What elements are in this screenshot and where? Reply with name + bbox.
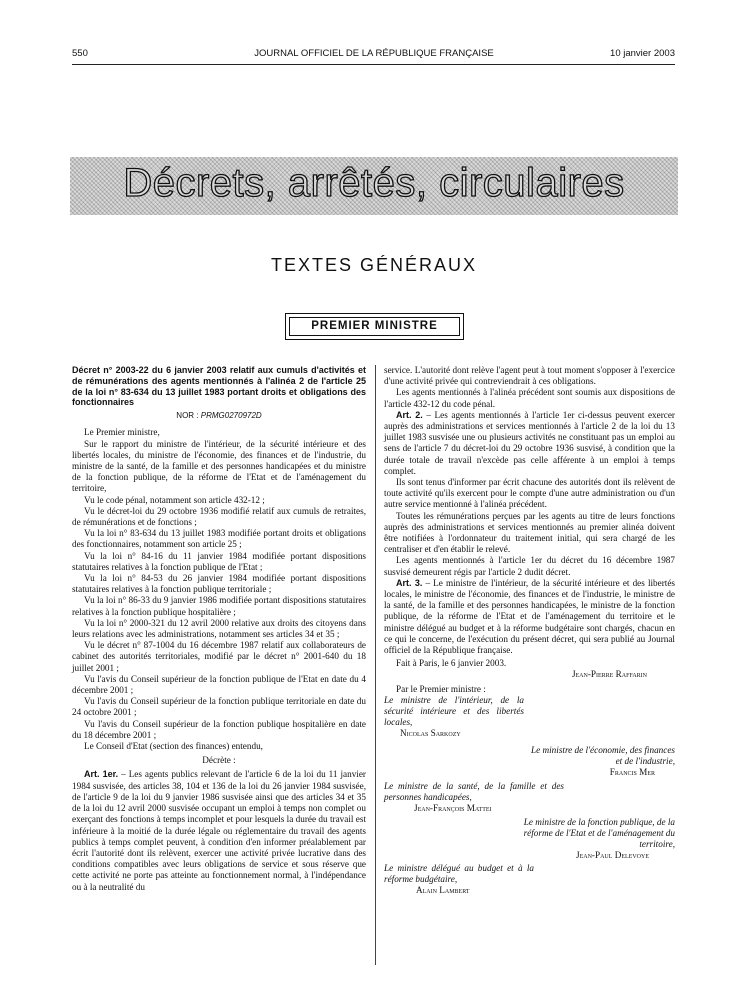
article-3 (384, 578, 675, 656)
signature-interior (384, 695, 524, 739)
signature-health-title: Le ministre de la santé, de la famille et des personnes handicapées, (384, 781, 564, 803)
signature-economy-title: Le ministre de l'économie, des finances et de l'industrie, (531, 745, 675, 767)
page-number: 550 (72, 48, 88, 59)
article-2 (384, 410, 675, 477)
preamble-paragraph: Vu le code pénal, notamment son article 432-12 ; (84, 494, 265, 505)
header-rule (72, 64, 675, 65)
preamble-paragraph: Vu la loi n° 84-16 du 11 janvier 1984 modifiée portant dispositions statutaires relatives à la fonction publique de l'Etat ; (72, 550, 366, 572)
preamble-paragraph: Vu la loi n° 86-33 du 9 janvier 1986 modifiée portant dispositions statutaires relatives à la fonction publique hospitalière ; (72, 595, 366, 617)
signature-budget-title: Le ministre délégué au budget et à la réforme budgétaire, (384, 863, 534, 885)
preamble-paragraph: Vu le décret n° 87-1004 du 16 décembre 1987 relatif aux collaborateurs de cabinet des autorités territoriales, modifié par le décret n° 2001-640 du 18 juillet 2001 ; (72, 640, 366, 673)
signature-economy (529, 745, 675, 778)
nor-reference (72, 410, 366, 421)
article-1 (72, 769, 366, 892)
preamble-paragraph: Vu la loi n° 84-53 du 26 janvier 1984 modifiée portant dispositions statutaires relatives à la fonction publique territoriale ; (72, 573, 366, 595)
journal-title: JOURNAL OFFICIEL DE LA RÉPUBLIQUE FRANÇAISE (254, 48, 494, 59)
preamble-paragraph: Sur le rapport du ministre de l'intérieur, de la sécurité intérieure et des libertés locales, du ministre de l'économie, des finances et de l'industrie, du ministre de la santé, de la famille et des personnes handicapées et du ministre de la fonction publique, de la réforme de l'Etat et de l'aménagement du territoire, (72, 438, 366, 494)
ministry-box (285, 313, 464, 340)
left-column (72, 365, 366, 893)
preamble-paragraph: Vu l'avis du Conseil supérieur de la fonction publique territoriale en date du 24 octobre 2001 ; (72, 696, 366, 718)
pm-signature-name: Jean-Pierre Raffarin (571, 669, 647, 680)
nor-label: NOR : (176, 411, 199, 421)
body-paragraph: Ils sont tenus d'informer par écrit chacune des autorités dont ils relèvent de toute activité qu'ils exercent pour le compte d'une autre administration ou d'un autre service mentionné à l'alinéa précédent. (384, 477, 675, 510)
pm-by-line: Par le Premier ministre : (396, 684, 486, 695)
signature-interior-name: Nicolas Sarkozy (400, 728, 461, 739)
section-banner (70, 157, 678, 215)
preamble (72, 427, 366, 752)
preamble-paragraph: Le Conseil d'Etat (section des finances) entendu, (84, 741, 263, 752)
section-title: TEXTES GÉNÉRAUX (270, 255, 478, 275)
signature-public-service (502, 817, 675, 861)
column-divider (375, 365, 376, 965)
preamble-paragraph: Vu la loi n° 2000-321 du 12 avril 2000 relative aux droits des citoyens dans leurs relations avec les administrations, notamment ses articles 34 et 35 ; (72, 617, 366, 640)
body-paragraph: Toutes les rémunérations perçues par les agents au titre de leurs fonctions auprès des administrations et services mentionnés au premier alinéa doivent être notifiées à l'ordonnateur du traitement initial, qui sera chargé de les centraliser et d'en établir le relevé. (384, 510, 675, 555)
signature-health (384, 781, 564, 814)
preamble-paragraph: Vu la loi n° 83-634 du 13 juillet 1983 modifiée portant droits et obligations des fonctionnaires, notamment son article 25 ; (72, 528, 366, 550)
preamble-paragraph: Vu l'avis du Conseil supérieur de la fonction publique hospitalière en date du 18 décembre 2001 ; (72, 718, 366, 740)
issue-date: 10 janvier 2003 (610, 48, 675, 59)
body-paragraph: Les agents mentionnés à l'alinéa précédent sont soumis aux dispositions de l'article 432-12 du code pénal. (384, 387, 675, 409)
article-1-label: Art. 1er. (84, 769, 119, 780)
signature-budget-name: Alain Lambert (416, 885, 470, 896)
nor-code: PRMG0270972D (200, 411, 262, 421)
signature-public-title: Le ministre de la fonction publique, de la réforme de l'Etat et de l'aménagement du territoire, (523, 817, 675, 850)
signature-budget (384, 863, 534, 896)
signature-economy-name: Francis Mer (609, 767, 655, 778)
article-2-label: Art. 2. (396, 409, 423, 420)
article-1-text: – Les agents publics relevant de l'article 6 de la loi du 11 janvier 1984 susvisée, des articles 38, 104 et 136 de la loi du 26 janvier 1984 susvisée, de l'article 9 de la loi du 9 janvier 1986 susvisée ainsi que des articles 34 et 35 de la loi du 12 avril 2000 susvisée occupant un emploi à temps non complet ou exerçant des fonctions à temps incomplet et pour lesquels la durée du travail est inférieure à la moitié de la durée légale ou réglementaire du travail des agents publics à temps complet peuvent, à condition d'en informer préalablement par écrit l'autorité dont ils relèvent, exercer une activité privée lucrative dans des conditions compatibles avec leurs obligations de service et sous réserve que cette activité ne porte pas atteinte au fonctionnement normal, à l'indépendance ou à la neutralité du (72, 769, 366, 892)
signature-interior-title: Le ministre de l'intérieur, de la sécurité intérieure et des libertés locales, (384, 695, 524, 728)
ministry-label: PREMIER MINISTRE (289, 317, 460, 336)
signed-place-date: Fait à Paris, le 6 janvier 2003. (396, 658, 507, 669)
article-3-text: – Le ministre de l'intérieur, de la sécurité intérieure et des libertés locales, le ministre de l'économie, des finances et de l'industrie, le ministre de la santé, de la famille et des personnes handicapées, le ministre de la fonction publique, de la réforme de l'Etat et de l'aménagement du territoire et le ministre délégué au budget et à la réforme budgétaire sont chargés, chacun en ce qui le concerne, de l'exécution du présent décret, qui sera publié au Journal officiel de la République française. (384, 577, 675, 656)
preamble-paragraph: Vu l'avis du Conseil supérieur de la fonction publique de l'Etat en date du 4 décembre 2001 ; (72, 673, 366, 696)
right-column (384, 365, 675, 896)
body-paragraph: Les agents mentionnés à l'article 1er du décret du 16 décembre 1987 susvisé demeurent régis par l'article 2 dudit décret. (384, 555, 675, 577)
decrete-heading: Décrète : (202, 755, 236, 766)
article-1-continued: service. L'autorité dont relève l'agent peut à tout moment s'opposer à l'exercice d'une activité privée qui contreviendrait à ces obligations. (384, 365, 675, 387)
signature-health-name: Jean-François Mattei (414, 803, 492, 814)
article-3-label: Art. 3. (396, 577, 423, 588)
preamble-paragraph: Vu le décret-loi du 29 octobre 1936 modifié relatif aux cumuls de retraites, de rémunérations et de fonctions ; (72, 505, 366, 528)
preamble-paragraph: Le Premier ministre, (84, 427, 160, 438)
signature-public-name: Jean-Paul Delevoye (576, 850, 649, 861)
banner-title: Décrets, arrêtés, circulaires (123, 161, 625, 205)
decree-title: Décret n° 2003-22 du 6 janvier 2003 relatif aux cumuls d'activités et de rémunérations des agents mentionnés à l'alinéa 2 de l'article 25 de la loi n° 83-634 du 13 juillet 1983 portant droits et obligations des fonctionnaires (72, 365, 366, 408)
article-2-text: – Les agents mentionnés à l'article 1er ci-dessus peuvent exercer auprès des administrations et services mentionnés à l'article 2 de la loi du 13 juillet 1983 susvisée une ou plusieurs activités ne constituant pas un emploi au sens de l'article 7 du décret-loi du 29 octobre 1936 susvisé, à condition que la durée totale de travail n'excède pas celle afférente à un emploi à temps complet. (384, 409, 675, 476)
